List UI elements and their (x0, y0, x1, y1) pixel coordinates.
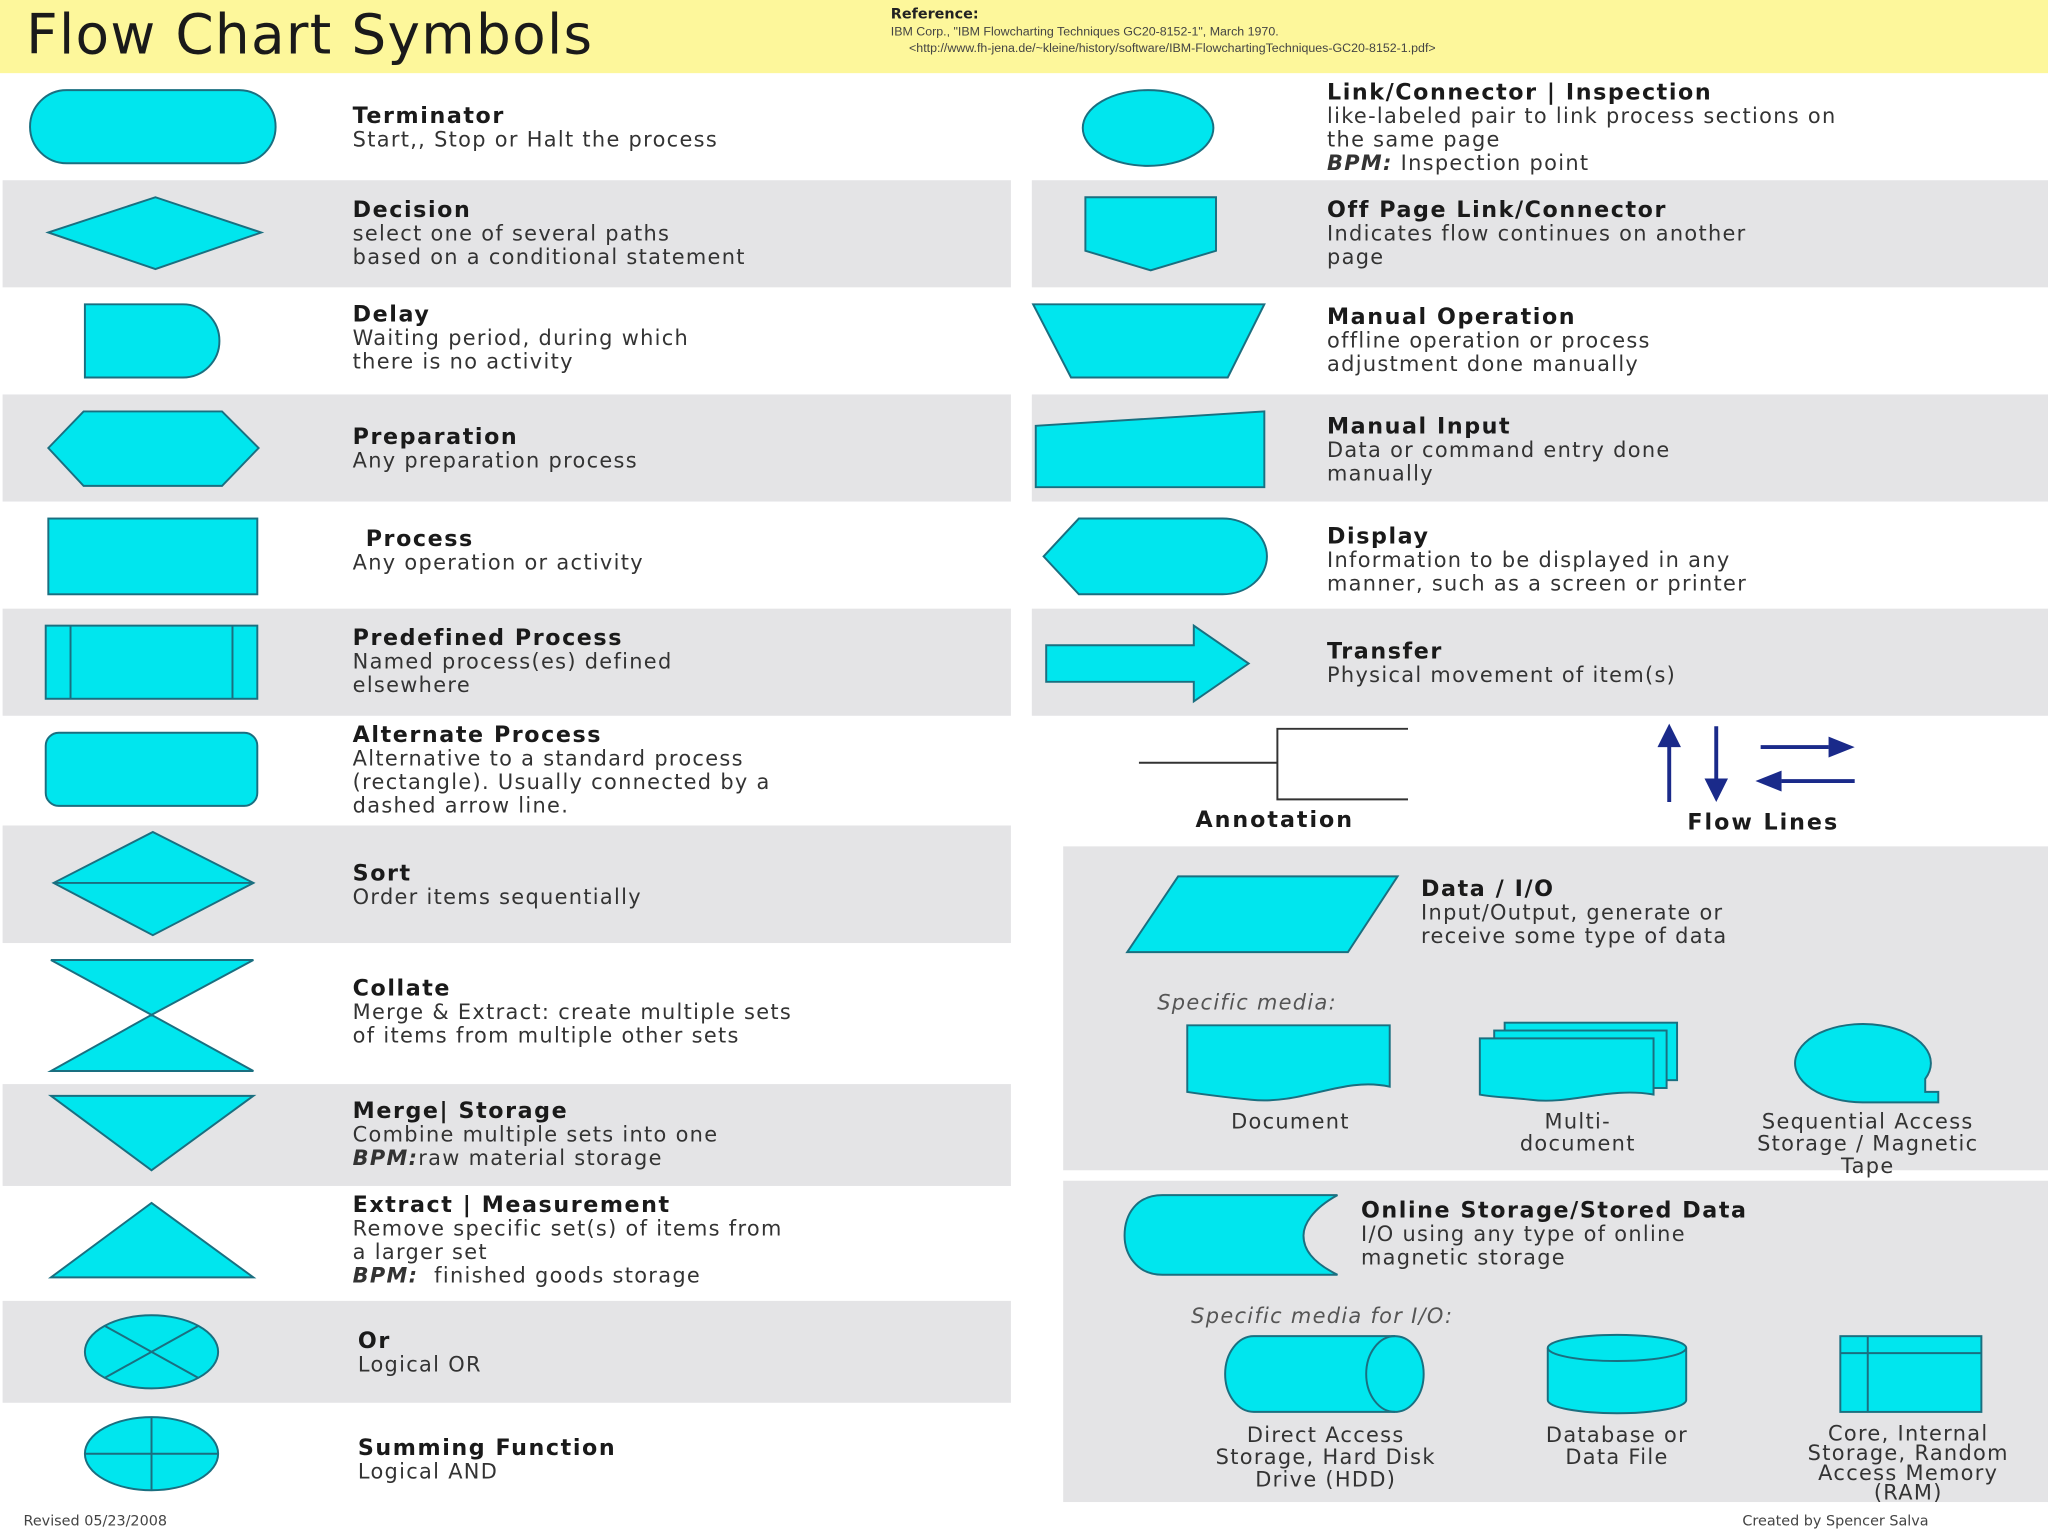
delay-name: Delay (352, 301, 431, 328)
delay-symbol (84, 303, 225, 381)
predefined-desc-2: elsewhere (352, 672, 471, 698)
predefined-process-name: Predefined Process (352, 625, 623, 652)
sort-name: Sort (352, 860, 412, 887)
extract-measurement-entry (353, 1194, 783, 1288)
merge-storage-symbol (50, 1095, 256, 1173)
merge-storage-entry (353, 1100, 719, 1171)
decision-desc-1: select one of several paths (352, 220, 671, 246)
extract-desc-2: a larger set (352, 1239, 488, 1265)
manual-input-name: Manual Input (1327, 414, 1512, 441)
core-line-3: Access Memory (1818, 1460, 1999, 1486)
page-title: Flow Chart Symbols (26, 2, 594, 67)
decision-name: Decision (352, 197, 472, 224)
collate-symbol (50, 959, 256, 1074)
predefined-process-symbol (44, 624, 261, 702)
preparation-symbol (47, 410, 261, 488)
or-desc: Logical OR (357, 1351, 482, 1377)
manual-operation-entry (1327, 306, 1651, 377)
merge-bpm-text: raw material storage (418, 1145, 663, 1171)
alternate-desc-1: Alternative to a standard process (352, 745, 744, 771)
extract-bpm (353, 1264, 783, 1288)
data-io-symbol (1126, 875, 1403, 956)
process-symbol (47, 517, 261, 598)
sort-symbol (52, 831, 256, 938)
database-line-2: Data File (1565, 1444, 1669, 1470)
off-page-connector-name: Off Page Link/Connector (1327, 197, 1667, 224)
direct-line-1: Direct Access (1246, 1422, 1405, 1448)
revised-date: Revised 05/23/2008 (23, 1512, 168, 1530)
direct-line-3: Drive (HDD) (1255, 1466, 1397, 1492)
predefined-desc-1: Named process(es) defined (352, 649, 673, 674)
manual-input-symbol (1034, 410, 1269, 491)
extract-bpm-text: finished goods storage (418, 1263, 702, 1288)
direct-access-storage-symbol (1223, 1335, 1432, 1416)
direct-line-2: Storage, Hard Disk (1215, 1444, 1436, 1470)
alternate-desc-2: (rectangle). Usually connected by a (352, 769, 771, 795)
link-desc-2: the same page (1327, 126, 1501, 152)
decision-symbol (47, 196, 264, 274)
preparation-name: Preparation (352, 424, 519, 451)
off-page-connector-entry (1327, 199, 1747, 270)
summing-function-entry (358, 1437, 616, 1484)
display-entry (1327, 525, 1747, 596)
direct-access-caption (1162, 1424, 1489, 1491)
link-connector-name: Link/Connector | Inspection (1327, 79, 1713, 106)
collate-desc-1: Merge & Extract: create multiple sets (352, 999, 793, 1024)
merge-bpm (353, 1147, 719, 1171)
terminator-name: Terminator (352, 103, 505, 130)
display-desc-2: manner, such as a screen or printer (1327, 570, 1748, 596)
sequential-line-1: Sequential Access (1761, 1108, 1974, 1134)
online-desc-1: I/O using any type of online (1360, 1221, 1686, 1247)
manual-input-desc-1: Data or command entry done (1327, 437, 1671, 463)
manual-op-desc-1: offline operation or process (1327, 327, 1651, 353)
extract-desc-1: Remove specific set(s) of items from (352, 1215, 783, 1241)
transfer-symbol (1045, 624, 1254, 705)
annotation-label: Annotation (1195, 807, 1355, 834)
preparation-entry (353, 426, 638, 473)
terminator-symbol (29, 89, 280, 167)
database-caption (1502, 1424, 1732, 1468)
multi-document-line-1: Multi- (1544, 1108, 1612, 1134)
online-storage-entry (1361, 1199, 1748, 1270)
core-internal-storage-symbol (1839, 1335, 1985, 1416)
extract-measurement-symbol (50, 1202, 256, 1280)
extract-measurement-name: Extract | Measurement (352, 1192, 671, 1219)
reference-citation: IBM Corp., "IBM Flowcharting Techniques GC20-8152-1", March 1970. (890, 24, 1279, 40)
sequential-access-caption (1727, 1110, 2009, 1177)
database-symbol (1546, 1335, 1690, 1416)
or-entry (358, 1330, 482, 1377)
process-name: Process (365, 526, 474, 553)
link-bpm (1327, 152, 1837, 176)
or-symbol (84, 1314, 225, 1392)
flow-lines-symbol (1646, 721, 1863, 807)
core-internal-caption (1771, 1421, 2045, 1505)
delay-desc-1: Waiting period, during which (352, 325, 690, 351)
manual-input-desc-2: manually (1327, 461, 1434, 486)
display-symbol (1042, 517, 1261, 598)
delay-desc-2: there is no activity (352, 348, 574, 374)
collate-entry (353, 977, 792, 1048)
manual-input-entry (1327, 415, 1671, 486)
document-symbol (1186, 1024, 1395, 1105)
specific-media-label: Specific media: (1157, 990, 1337, 1015)
online-desc-2: magnetic storage (1360, 1244, 1566, 1270)
transfer-name: Transfer (1327, 638, 1443, 665)
merge-bpm-label: BPM: (352, 1145, 419, 1171)
or-name: Or (357, 1328, 391, 1355)
collate-name: Collate (352, 975, 452, 1002)
summing-function-name: Summing Function (357, 1435, 617, 1462)
data-io-name: Data / I/O (1421, 876, 1555, 903)
online-storage-symbol (1123, 1194, 1342, 1278)
document-caption: Document (1231, 1108, 1350, 1134)
link-connector-symbol (1081, 89, 1217, 170)
core-line-4: (RAM) (1873, 1479, 1943, 1505)
data-io-desc-2: receive some type of data (1421, 923, 1728, 949)
database-line-1: Database or (1545, 1422, 1689, 1448)
link-bpm-text: Inspection point (1392, 150, 1590, 176)
merge-storage-name: Merge| Storage (352, 1098, 569, 1125)
flow-lines-label: Flow Lines (1687, 809, 1840, 836)
annotation-symbol (1139, 726, 1416, 804)
sort-desc: Order items sequentially (352, 884, 642, 910)
manual-operation-symbol (1032, 303, 1270, 381)
multi-document-caption (1473, 1110, 1682, 1154)
sort-entry (353, 862, 642, 909)
decision-entry (353, 199, 746, 270)
summing-function-symbol (84, 1416, 225, 1494)
collate-desc-2: of items from multiple other sets (352, 1022, 740, 1048)
data-io-desc-1: Input/Output, generate or (1421, 899, 1724, 925)
link-bpm-label: BPM: (1327, 150, 1393, 176)
delay-entry (353, 303, 689, 374)
manual-operation-name: Manual Operation (1327, 304, 1577, 331)
merge-desc: Combine multiple sets into one (352, 1121, 719, 1147)
alternate-process-entry (353, 724, 771, 818)
link-connector-entry (1327, 81, 1837, 175)
alternate-desc-3: dashed arrow line. (352, 792, 570, 818)
transfer-entry (1327, 640, 1676, 687)
process-entry (353, 528, 644, 575)
display-name: Display (1327, 523, 1430, 550)
extract-bpm-label: BPM: (352, 1263, 419, 1288)
core-line-1: Core, Internal (1827, 1421, 1989, 1446)
multi-document-line-2: document (1519, 1131, 1636, 1156)
header-bar (0, 0, 2048, 73)
link-desc-1: like-labeled pair to link process sections on (1327, 103, 1837, 128)
alternate-process-name: Alternate Process (352, 722, 603, 749)
predefined-process-entry (353, 627, 673, 698)
process-desc: Any operation or activity (352, 549, 644, 575)
display-desc-1: Information to be displayed in any (1327, 547, 1731, 573)
data-io-entry (1421, 878, 1727, 949)
specific-media-io-label: Specific media for I/O: (1191, 1303, 1454, 1329)
summing-desc: Logical AND (357, 1458, 499, 1484)
manual-op-desc-2: adjustment done manually (1327, 351, 1640, 377)
offpage-desc-1: Indicates flow continues on another (1327, 220, 1747, 246)
offpage-desc-2: page (1327, 244, 1385, 270)
sequential-line-2: Storage / Magnetic (1757, 1131, 1979, 1156)
sequential-access-storage-symbol (1797, 1021, 1943, 1107)
alternate-process-symbol (44, 731, 261, 809)
sequential-line-3: Tape (1841, 1153, 1895, 1179)
online-storage-name: Online Storage/Stored Data (1360, 1197, 1748, 1224)
terminator-desc: Start,, Stop or Halt the process (352, 126, 719, 152)
terminator-entry (353, 104, 718, 151)
decision-desc-2: based on a conditional statement (352, 244, 746, 270)
multi-document-symbol (1479, 1021, 1683, 1105)
off-page-connector-symbol (1084, 196, 1220, 274)
created-by: Created by Spencer Salva (1742, 1512, 1929, 1530)
reference-url: <http://www.fh-jena.de/~kleine/history/software/IBM-FlowchartingTechniques-GC20-8152-1.pdf> (909, 41, 1436, 57)
preparation-desc: Any preparation process (352, 447, 638, 473)
core-line-2: Storage, Random (1807, 1440, 2009, 1466)
reference-heading: Reference: (890, 5, 979, 23)
transfer-desc: Physical movement of item(s) (1327, 662, 1677, 688)
